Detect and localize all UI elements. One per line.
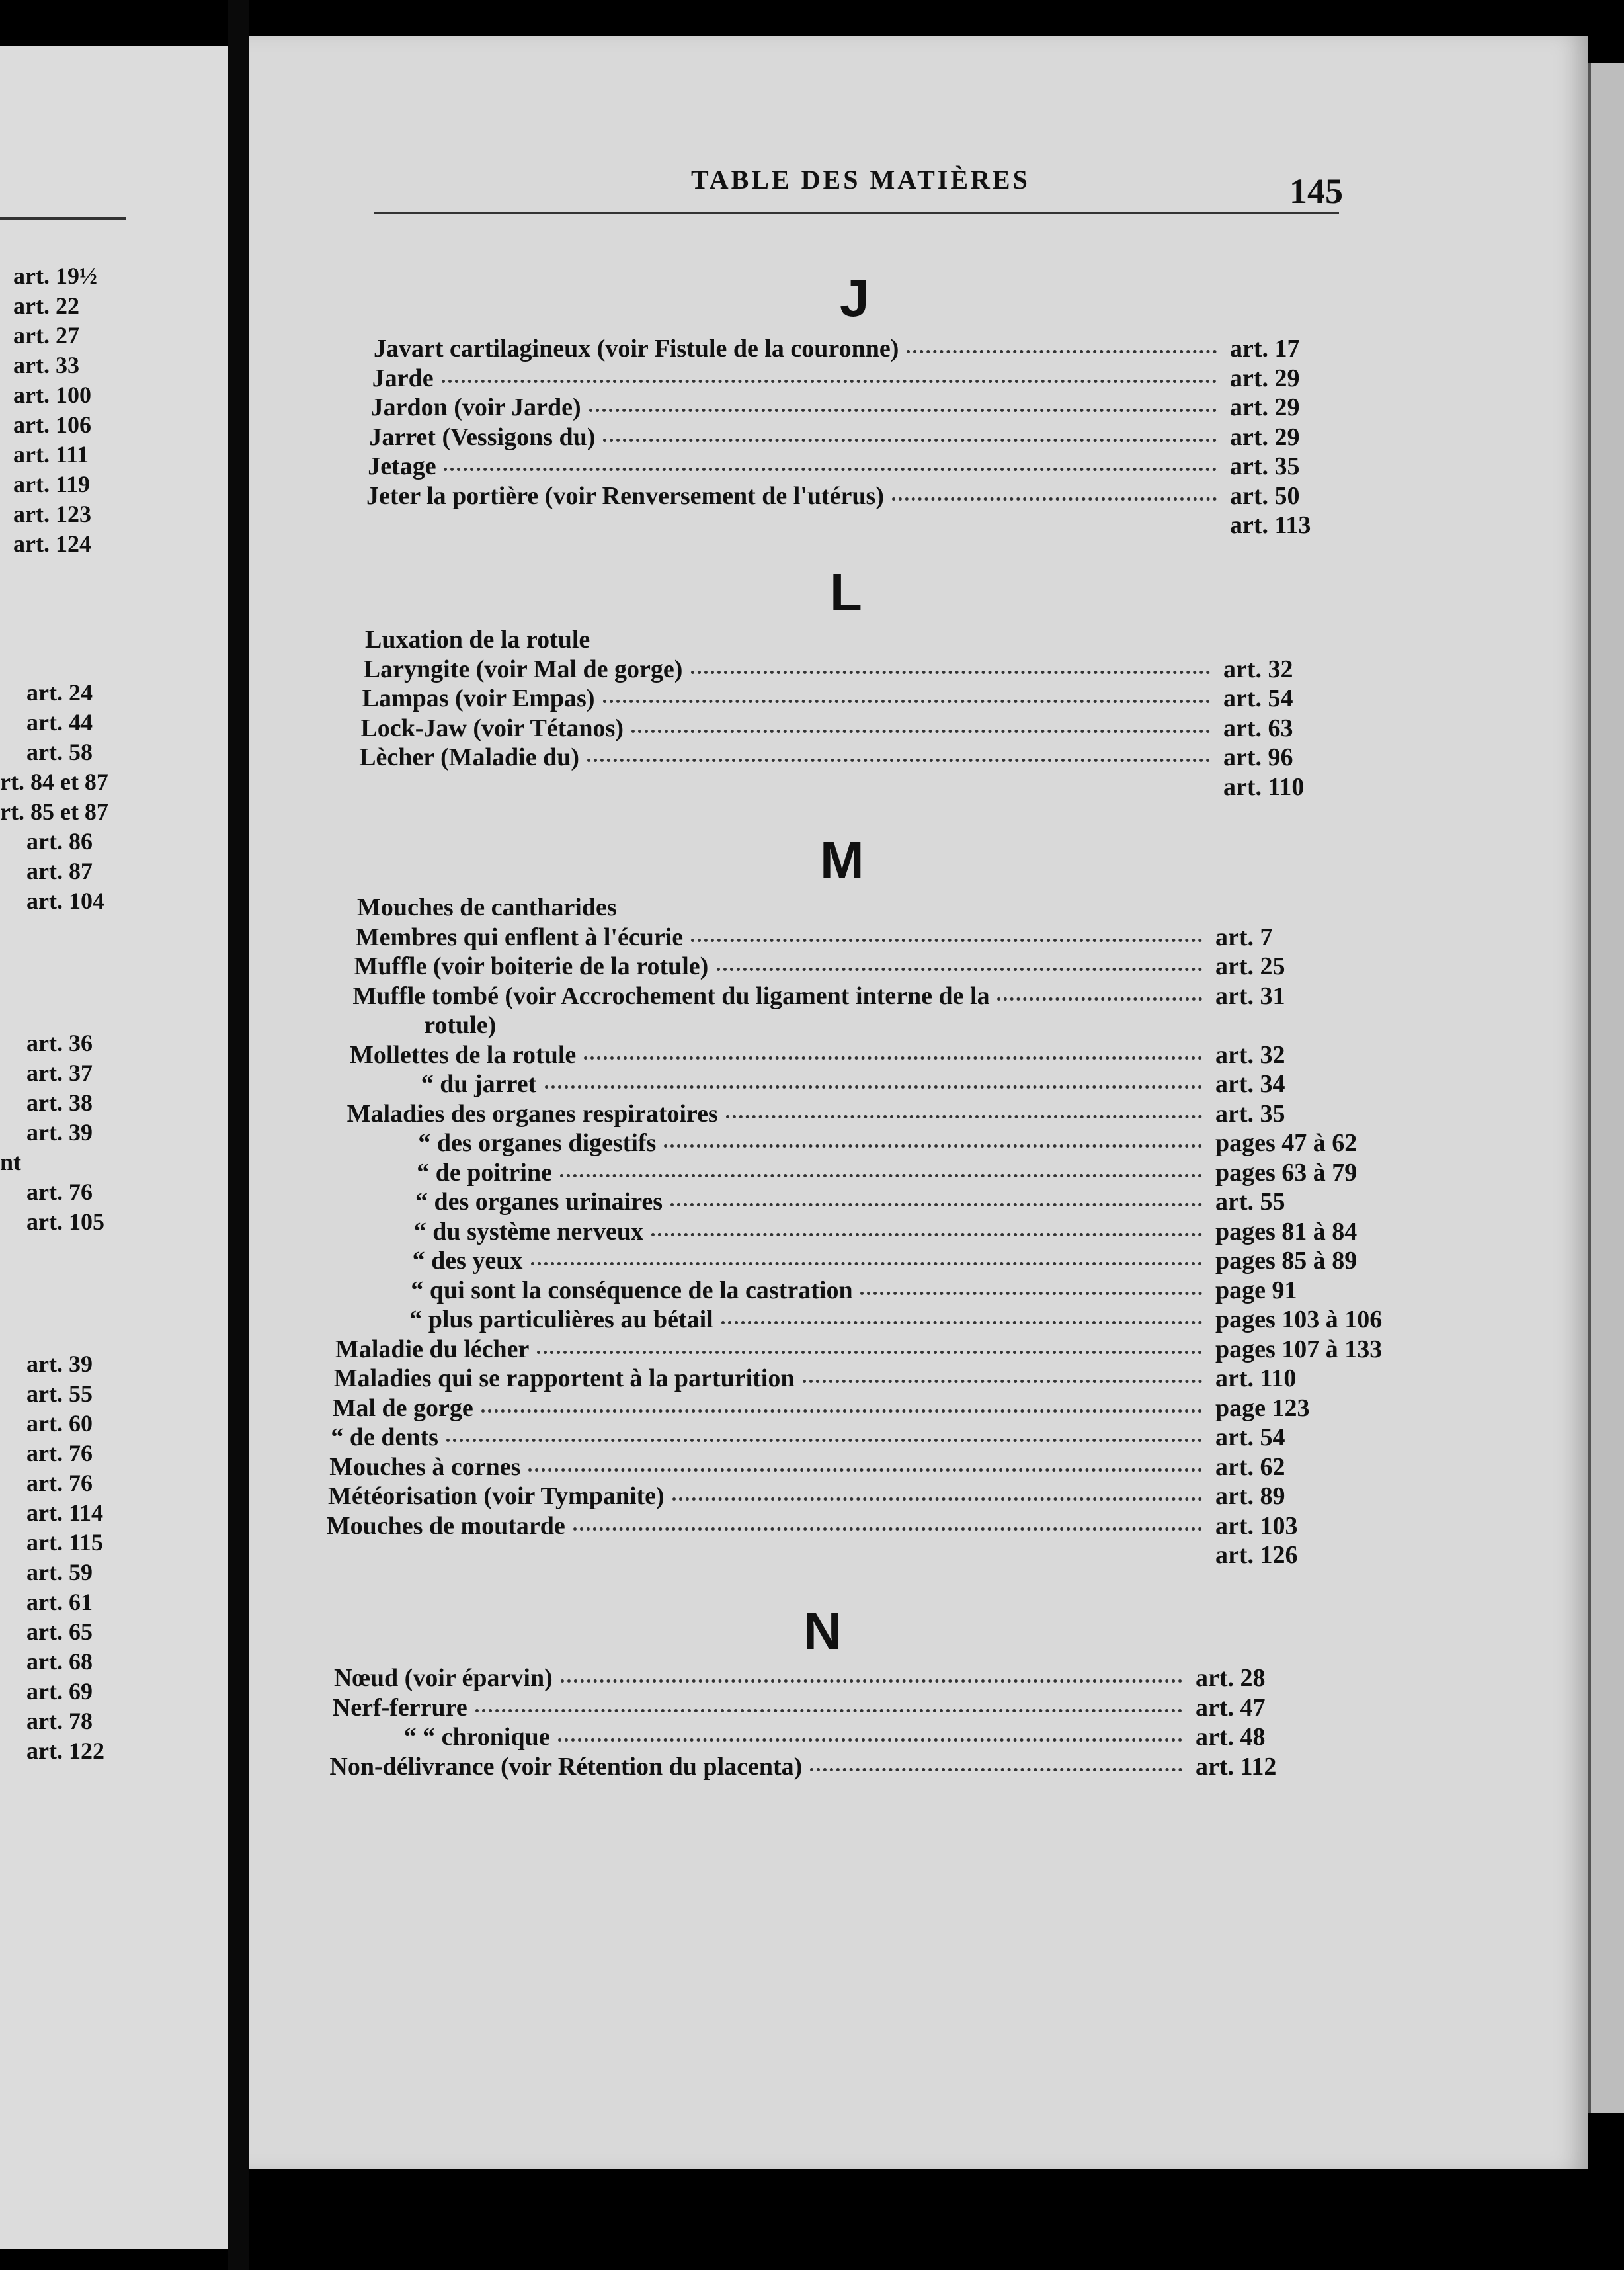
previous-page-ref xyxy=(0,351,228,380)
leader-dots xyxy=(631,730,1210,733)
index-entry xyxy=(345,1128,1358,1157)
index-entry xyxy=(357,893,1336,922)
entry-reference: art. 34 xyxy=(1215,1070,1285,1098)
running-head: TABLE DES MATIÈRES xyxy=(691,165,1030,194)
section-letter-l: L xyxy=(830,563,862,622)
leader-dots xyxy=(558,1738,1182,1742)
entry-reference: art. 17 xyxy=(1230,335,1300,362)
previous-page-ref-text: art. 124 xyxy=(13,530,91,557)
previous-page-ref xyxy=(0,708,228,737)
previous-page-ref xyxy=(0,1587,228,1617)
entry-reference: art. 35 xyxy=(1229,452,1300,480)
index-entry xyxy=(333,1693,1336,1722)
entry-reference: pages 63 à 79 xyxy=(1215,1158,1358,1187)
entry-reference: art. 35 xyxy=(1215,1099,1285,1128)
entry-term: Jetage xyxy=(368,452,436,480)
entry-term: Maladies qui se rapportent à la parturition xyxy=(333,1365,795,1392)
entry-term: “ qui sont la conséquence de la castration xyxy=(411,1276,853,1304)
previous-page-ref xyxy=(0,1647,228,1676)
entry-reference: art. 31 xyxy=(1215,982,1285,1010)
previous-page-ref-text: art. 123 xyxy=(13,501,91,527)
previous-page-ref xyxy=(0,440,228,469)
previous-page-ref-text: art. 44 xyxy=(26,709,93,736)
leader-dots xyxy=(721,1321,1202,1324)
leader-dots xyxy=(726,1115,1202,1118)
index-entry xyxy=(334,1364,1336,1393)
entry-term: “ de poitrine xyxy=(417,1158,552,1187)
previous-page-ref xyxy=(0,737,228,767)
entry-term: “ du système nerveux xyxy=(413,1217,644,1245)
previous-page-ref-text: art. 60 xyxy=(26,1410,93,1437)
previous-page-ref xyxy=(0,380,228,409)
section-letter-n: N xyxy=(803,1601,842,1660)
entry-term: Mollettes de la rotule xyxy=(350,1040,577,1069)
leader-dots xyxy=(691,671,1210,674)
index-entry xyxy=(356,923,1336,952)
leader-dots xyxy=(587,759,1210,762)
previous-page-ref-text: art. 59 xyxy=(26,1559,93,1585)
leader-dots xyxy=(531,1262,1202,1265)
previous-page-ref xyxy=(0,1677,228,1706)
entry-term: Membres qui enflent à l'écurie xyxy=(355,923,684,951)
entry-term: “ du jarret xyxy=(421,1070,537,1098)
previous-page-ref-text: art. 76 xyxy=(26,1179,93,1205)
index-entry xyxy=(348,1070,1336,1099)
entry-term: Maladies des organes respiratoires xyxy=(346,1099,718,1128)
previous-page-rule xyxy=(0,217,126,220)
previous-page-ref xyxy=(0,1528,228,1557)
entry-term: Mouches à cornes xyxy=(329,1452,521,1481)
index-entry xyxy=(365,625,1336,654)
entry-reference: art. 29 xyxy=(1229,394,1300,421)
entry-term: “ de dents xyxy=(331,1423,438,1451)
entry-reference: art. 25 xyxy=(1215,952,1285,980)
entry-term: Luxation de la rotule xyxy=(365,626,590,653)
previous-page-ref xyxy=(0,1088,228,1117)
index-entry xyxy=(371,393,1336,422)
previous-page-ref-text: art. 78 xyxy=(26,1708,93,1734)
book-gutter xyxy=(228,0,249,2270)
leader-dots xyxy=(561,1679,1182,1683)
entry-term: Nerf-ferrure xyxy=(332,1693,467,1722)
page-edge xyxy=(1588,63,1624,2113)
entry-reference: art. 47 xyxy=(1195,1693,1266,1722)
entry-term: Jardon (voir Jarde) xyxy=(370,394,581,421)
index-entry xyxy=(327,1511,1336,1540)
leader-dots xyxy=(717,968,1202,971)
leader-dots xyxy=(545,1085,1202,1089)
previous-page-ref-text: art. 55 xyxy=(26,1380,93,1407)
leader-dots xyxy=(475,1709,1182,1712)
leader-dots xyxy=(664,1144,1202,1148)
previous-page-ref xyxy=(0,1498,228,1527)
entry-reference: art. 89 xyxy=(1215,1482,1285,1510)
previous-page-ref-text: art. 58 xyxy=(26,739,93,765)
leader-dots xyxy=(446,1439,1202,1442)
section-letter-j: J xyxy=(840,269,870,327)
previous-page-ref-text: art. 87 xyxy=(26,858,93,884)
entry-reference: art. 32 xyxy=(1215,1040,1285,1069)
index-entry xyxy=(331,1722,1336,1751)
previous-page-ref xyxy=(0,410,228,439)
previous-page-ref-text: art. 111 xyxy=(13,441,89,468)
page-number: 145 xyxy=(1289,171,1343,211)
entry-reference: pages 81 à 84 xyxy=(1215,1217,1358,1245)
entry-reference: art. 112 xyxy=(1195,1752,1277,1781)
previous-page-ref-text: art. 33 xyxy=(13,352,79,378)
entry-term: “ des organes digestifs xyxy=(418,1129,657,1157)
index-entry xyxy=(366,482,1336,511)
leader-dots xyxy=(584,1056,1202,1060)
previous-page-ref xyxy=(0,261,228,290)
entry-reference: art. 126 xyxy=(1215,1541,1298,1569)
previous-page-ref-text: art. 24 xyxy=(26,679,93,706)
index-entry xyxy=(360,714,1336,743)
index-entry xyxy=(325,1540,1336,1570)
leader-dots xyxy=(444,468,1217,471)
entry-reference: art. 96 xyxy=(1223,743,1293,771)
previous-page-ref xyxy=(0,1706,228,1736)
index-entry xyxy=(338,1276,1336,1305)
leader-dots xyxy=(481,1409,1202,1413)
leader-dots xyxy=(907,350,1217,353)
previous-page-ref-text: art. 27 xyxy=(13,322,79,349)
previous-page-ref xyxy=(0,1468,228,1497)
leader-dots xyxy=(691,939,1202,942)
entry-reference: page 123 xyxy=(1215,1394,1310,1422)
entry-reference: art. 29 xyxy=(1229,364,1300,392)
index-entry xyxy=(369,423,1336,452)
entry-reference: page 91 xyxy=(1215,1276,1297,1304)
entry-reference: art. 28 xyxy=(1196,1664,1266,1692)
entry-reference: pages 107 à 133 xyxy=(1215,1335,1383,1363)
previous-page-ref-text: art. 39 xyxy=(26,1119,93,1146)
index-entry xyxy=(347,1099,1336,1128)
entry-term: Mouches de moutarde xyxy=(326,1511,565,1540)
leader-dots xyxy=(860,1292,1202,1295)
index-entry xyxy=(343,1187,1336,1216)
previous-page-ref-text: art. 114 xyxy=(26,1499,103,1526)
previous-page-ref xyxy=(0,886,228,915)
index-entry xyxy=(340,1246,1358,1275)
index-entry xyxy=(333,1394,1336,1423)
previous-page-ref-text: art. 100 xyxy=(13,382,91,408)
previous-page-ref-text: art. 65 xyxy=(26,1618,93,1645)
previous-page-ref xyxy=(0,291,228,320)
previous-page-ref-text: art. 19½ xyxy=(13,263,97,289)
entry-reference: art. 113 xyxy=(1229,511,1311,539)
previous-page-ref xyxy=(0,827,228,856)
previous-page-ref xyxy=(0,1207,228,1236)
leader-dots xyxy=(670,1203,1202,1206)
entry-reference: art. 110 xyxy=(1215,1365,1297,1392)
entry-reference: art. 7 xyxy=(1215,923,1273,951)
previous-page-ref-text: art. 119 xyxy=(13,471,90,497)
previous-page-ref xyxy=(0,1736,228,1765)
entry-term: Laryngite (voir Mal de gorge) xyxy=(363,655,683,683)
previous-page-ref-text: rt. 84 et 87 xyxy=(0,769,108,795)
previous-page-ref xyxy=(0,529,228,558)
previous-page-ref-text: art. 104 xyxy=(26,888,104,914)
entry-term: Lock-Jaw (voir Tétanos) xyxy=(360,714,624,742)
previous-page-ref-text: art. 106 xyxy=(13,411,91,438)
previous-page-ref xyxy=(0,1058,228,1087)
previous-page-ref xyxy=(0,1617,228,1646)
index-entry xyxy=(335,1335,1383,1364)
index-entry xyxy=(362,684,1336,713)
entry-term: Lampas (voir Empas) xyxy=(362,685,595,712)
leader-dots xyxy=(442,380,1217,383)
entry-reference: art. 32 xyxy=(1223,655,1293,683)
leader-dots xyxy=(892,497,1217,501)
entry-reference: art. 110 xyxy=(1223,773,1305,801)
entry-term: Javart cartilagineux (voir Fistule de la couronne) xyxy=(374,335,899,362)
previous-page-ref xyxy=(0,767,228,796)
entry-term: Non-délivrance (voir Rétention du placenta) xyxy=(329,1752,803,1781)
index-entry xyxy=(364,655,1336,684)
entry-reference: art. 103 xyxy=(1215,1511,1298,1540)
entry-reference: art. 62 xyxy=(1215,1452,1285,1481)
index-entry xyxy=(328,1482,1336,1511)
previous-page-ref-text: art. 115 xyxy=(26,1529,103,1556)
entry-reference: art. 54 xyxy=(1215,1423,1285,1451)
index-entry xyxy=(344,1158,1358,1187)
entry-term: “ des organes urinaires xyxy=(415,1188,663,1216)
entry-reference: art. 48 xyxy=(1195,1723,1266,1751)
entry-term: “ plus particulières au bétail xyxy=(409,1306,713,1333)
leader-dots xyxy=(528,1468,1202,1472)
leader-dots xyxy=(651,1233,1202,1236)
previous-page-ref-text: art. 37 xyxy=(26,1060,93,1086)
previous-page-ref-text: rt. 85 et 87 xyxy=(0,798,108,825)
entry-term: Mal de gorge xyxy=(332,1394,473,1422)
entry-term: “ “ chronique xyxy=(403,1723,550,1751)
index-entry xyxy=(329,1452,1336,1482)
entry-reference: art. 50 xyxy=(1230,482,1300,510)
previous-page-ref-text: nt xyxy=(0,1149,22,1175)
entry-term: Jeter la portière (voir Renversement de l'utérus) xyxy=(366,482,884,510)
index-entry xyxy=(334,1663,1336,1693)
entry-reference: art. 63 xyxy=(1223,714,1293,742)
previous-page-ref xyxy=(0,499,228,528)
index-entry xyxy=(359,743,1336,772)
leader-dots xyxy=(603,439,1217,442)
previous-page-ref xyxy=(0,321,228,350)
header-rule xyxy=(374,212,1339,214)
entry-reference: art. 54 xyxy=(1223,685,1293,712)
previous-page-ref xyxy=(0,1558,228,1587)
previous-page-ref xyxy=(0,470,228,499)
index-entry xyxy=(354,952,1336,981)
index-entry xyxy=(368,452,1336,481)
index-entry xyxy=(351,1011,1336,1040)
previous-page-ref xyxy=(0,857,228,886)
previous-page-ref xyxy=(0,1177,228,1206)
leader-dots xyxy=(537,1351,1202,1354)
entry-reference: pages 85 à 89 xyxy=(1215,1247,1358,1275)
previous-page-ref-text: art. 76 xyxy=(26,1440,93,1466)
previous-page-ref-text: art. 36 xyxy=(26,1030,93,1056)
entry-term: Mouches de cantharides xyxy=(357,894,617,921)
previous-page-ref-text: art. 69 xyxy=(26,1678,93,1704)
entry-reference: pages 47 à 62 xyxy=(1215,1129,1358,1157)
index-entry xyxy=(374,334,1336,363)
leader-dots xyxy=(672,1497,1202,1501)
previous-page-ref xyxy=(0,1148,228,1177)
entry-term: Nœud (voir éparvin) xyxy=(334,1664,553,1692)
entry-term: Muffle (voir boiterie de la rotule) xyxy=(354,952,709,980)
entry-term: Jarde xyxy=(372,364,434,392)
previous-page-ref xyxy=(0,678,228,707)
previous-page-ref xyxy=(0,1118,228,1147)
index-entry xyxy=(365,511,1336,540)
previous-page-ref-text: art. 39 xyxy=(26,1351,93,1377)
entry-term: Météorisation (voir Tympanite) xyxy=(328,1482,665,1510)
leader-dots xyxy=(997,997,1202,1001)
previous-page-ref xyxy=(0,1349,228,1378)
index-entry xyxy=(372,364,1336,393)
previous-page-ref-text: art. 68 xyxy=(26,1648,93,1675)
entry-term: Muffle tombé (voir Accrochement du ligament interne de la xyxy=(352,982,990,1010)
previous-page-ref xyxy=(0,1409,228,1438)
entry-term: Lècher (Maladie du) xyxy=(359,743,580,771)
previous-page-ref-text: art. 38 xyxy=(26,1089,93,1116)
index-entry xyxy=(331,1423,1336,1452)
index-entry xyxy=(329,1752,1336,1781)
entry-reference: pages 103 à 106 xyxy=(1215,1306,1383,1333)
entry-term: rotule) xyxy=(424,1011,497,1039)
leader-dots xyxy=(589,409,1217,412)
leader-dots xyxy=(810,1768,1182,1771)
index-entry xyxy=(350,1040,1336,1070)
entry-reference: art. 29 xyxy=(1229,423,1300,451)
index-entry xyxy=(352,982,1336,1011)
previous-page-ref-text: art. 76 xyxy=(26,1470,93,1496)
section-letter-m: M xyxy=(820,831,864,890)
previous-page xyxy=(0,46,228,2249)
entry-term: “ des yeux xyxy=(412,1247,523,1275)
index-entry xyxy=(358,773,1336,802)
leader-dots xyxy=(603,700,1210,703)
previous-page-ref-text: art. 86 xyxy=(26,828,93,855)
leader-dots xyxy=(803,1380,1202,1383)
previous-page-ref xyxy=(0,1379,228,1408)
entry-reference: art. 55 xyxy=(1215,1188,1285,1216)
leader-dots xyxy=(560,1174,1202,1177)
previous-page-ref xyxy=(0,1439,228,1468)
leader-dots xyxy=(573,1527,1202,1531)
entry-term: Jarret (Vessigons du) xyxy=(369,423,596,451)
previous-page-ref xyxy=(0,1029,228,1058)
previous-page-ref-text: art. 105 xyxy=(26,1208,104,1235)
index-entry xyxy=(341,1217,1358,1246)
index-entry xyxy=(337,1305,1383,1334)
previous-page-ref xyxy=(0,797,228,826)
previous-page-ref-text: art. 22 xyxy=(13,292,79,319)
previous-page-ref-text: art. 61 xyxy=(26,1589,93,1615)
previous-page-ref-text: art. 122 xyxy=(26,1738,104,1764)
entry-term: Maladie du lécher xyxy=(335,1335,530,1363)
